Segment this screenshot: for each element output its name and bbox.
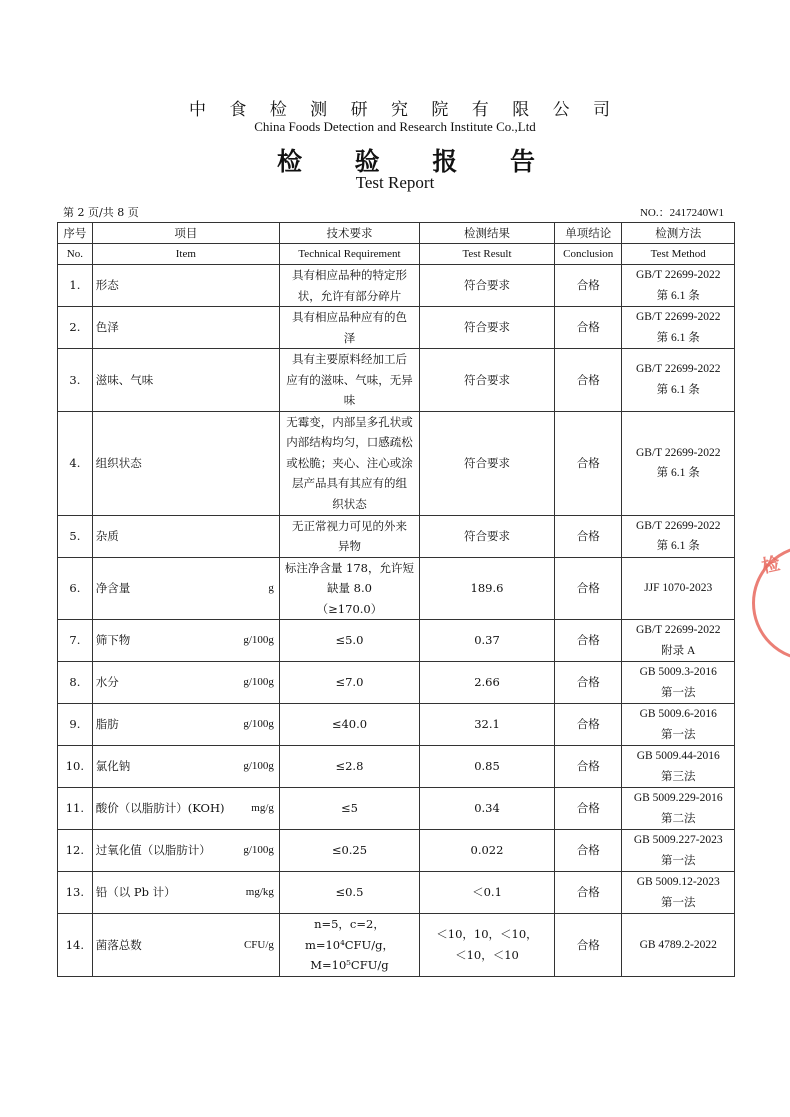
item-cell — [92, 265, 279, 307]
page-info: 第 2 页/共 8 页 — [63, 206, 139, 219]
requirement-line: 标注净含量 178，允许短 — [284, 560, 414, 575]
item-wrap — [96, 798, 276, 819]
requirement-line: 具有主要原料经加工后 — [291, 352, 407, 366]
method-cell — [622, 307, 735, 349]
result-line: 符合要求 — [463, 320, 510, 335]
item-name: 铅（以 Pb 计） — [95, 885, 176, 900]
requirement-line: ≤5 — [340, 801, 358, 816]
item-unit: CFU/g — [243, 938, 274, 951]
requirement-cell — [279, 349, 419, 412]
row-number: 2. — [58, 307, 93, 349]
conclusion-cell: 合格 — [554, 746, 621, 788]
row-number: 12. — [58, 830, 93, 872]
requirement-cell — [279, 307, 419, 349]
table-row — [58, 830, 735, 872]
item-wrap — [96, 370, 276, 391]
method-line: GB/T 22699-2022 — [636, 446, 721, 459]
row-number: 1. — [58, 265, 93, 307]
requirement-line: 味 — [343, 393, 356, 407]
result-cell — [420, 788, 555, 830]
result-cell — [420, 620, 555, 662]
method-line: 第 6.1 条 — [656, 467, 700, 479]
item-unit: mg/g — [251, 802, 274, 815]
row-number: 9. — [58, 704, 93, 746]
row-number: 5. — [58, 515, 93, 557]
result-cell — [420, 515, 555, 557]
table-row — [58, 746, 735, 788]
result-cell — [420, 662, 555, 704]
requirement-cell — [279, 265, 419, 307]
requirement-line: ≤2.8 — [335, 759, 364, 774]
conclusion-cell: 合格 — [554, 662, 621, 704]
header-item-en: Item — [92, 244, 279, 265]
requirement-line: 织状态 — [332, 496, 367, 511]
item-name: 酸价（以脂肪计）(KOH) — [95, 801, 225, 816]
method-line: GB 5009.44-2016 — [636, 750, 720, 762]
row-number: 14. — [58, 914, 93, 977]
item-cell — [92, 872, 279, 914]
method-line: 第 6.1 条 — [656, 289, 700, 302]
result-line: 0.34 — [474, 801, 500, 816]
method-cell — [622, 620, 735, 662]
item-unit: g/100g — [243, 634, 274, 647]
requirement-line: 泽 — [343, 330, 356, 345]
item-unit: g/100g — [243, 676, 274, 689]
method-line: GB 5009.227-2023 — [633, 834, 723, 846]
item-name: 过氧化值（以脂肪计） — [95, 843, 211, 858]
item-cell — [92, 411, 279, 515]
conclusion-cell: 合格 — [554, 872, 621, 914]
method-cell — [622, 265, 735, 307]
method-line: GB/T 22699-2022 — [636, 269, 721, 281]
header-result-en: Test Result — [420, 244, 555, 265]
header-conclusion-cn: 单项结论 — [554, 223, 621, 244]
item-name: 滋味、气味 — [95, 372, 154, 387]
result-cell — [420, 872, 555, 914]
requirement-cell — [279, 557, 419, 620]
requirement-cell — [279, 411, 419, 515]
row-number: 3. — [58, 349, 93, 412]
result-cell — [420, 557, 555, 620]
method-line: GB/T 22699-2022 — [636, 519, 721, 532]
method-cell — [622, 704, 735, 746]
result-cell — [420, 746, 555, 788]
method-line: 第一法 — [660, 728, 696, 741]
item-wrap — [96, 526, 276, 547]
requirement-line: 状，允许有部分碎片 — [297, 288, 402, 303]
item-wrap — [96, 882, 276, 903]
header-result-cn: 检测结果 — [420, 223, 555, 244]
item-cell — [92, 557, 279, 620]
method-line: GB/T 22699-2022 — [636, 363, 721, 376]
method-line: 附录 A — [661, 644, 696, 657]
result-line: 0.85 — [474, 759, 500, 774]
conclusion-cell: 合格 — [554, 557, 621, 620]
requirement-line: 无霉变，内部呈多孔状或 — [286, 414, 413, 429]
requirement-line: m=10⁴CFU/g， — [304, 937, 394, 952]
result-line: ＜0.1 — [472, 885, 502, 900]
result-line: 2.66 — [474, 675, 500, 690]
item-cell — [92, 515, 279, 557]
requirement-cell — [279, 746, 419, 788]
requirement-line: 层产品具有其应有的组 — [291, 476, 407, 491]
requirement-cell — [279, 788, 419, 830]
requirement-line: ≤7.0 — [335, 675, 364, 690]
requirement-line: ≤5.0 — [335, 633, 364, 648]
result-line: 189.6 — [470, 581, 504, 595]
table-row — [58, 872, 735, 914]
method-cell — [622, 830, 735, 872]
requirement-line: 或松脆；夹心、注心或涂 — [286, 455, 413, 470]
requirement-line: 内部结构均匀，口感疏松 — [286, 435, 413, 450]
company-name-en: China Foods Detection and Research Institute Co.,Ltd — [254, 119, 536, 134]
item-cell — [92, 704, 279, 746]
method-line: GB 5009.12-2023 — [636, 876, 720, 888]
conclusion-cell: 合格 — [554, 704, 621, 746]
result-line: 0.37 — [474, 633, 500, 648]
item-cell — [92, 620, 279, 662]
method-line: 第 6.1 条 — [656, 383, 700, 396]
table-row — [58, 557, 735, 620]
table-row — [58, 620, 735, 662]
requirement-line: n=5，c=2， — [314, 917, 385, 931]
row-number: 11. — [58, 788, 93, 830]
item-wrap — [96, 756, 276, 777]
method-line: 第三法 — [660, 770, 696, 783]
results-table — [57, 222, 735, 977]
header-req-cn: 技术要求 — [279, 223, 419, 244]
item-wrap — [96, 630, 276, 651]
result-cell — [420, 914, 555, 977]
item-wrap — [96, 840, 276, 861]
method-line: GB/T 22699-2022 — [636, 311, 721, 323]
table-body — [58, 265, 735, 977]
requirement-cell — [279, 620, 419, 662]
method-line: 第 6.1 条 — [656, 540, 700, 552]
method-line: 第一法 — [660, 854, 696, 867]
method-cell — [622, 788, 735, 830]
header-conclusion-en: Conclusion — [554, 244, 621, 265]
table-row — [58, 349, 735, 412]
result-line: 32.1 — [474, 717, 500, 732]
method-cell — [622, 662, 735, 704]
method-line: 第一法 — [660, 686, 696, 699]
requirement-line: 异物 — [337, 539, 361, 553]
item-wrap — [96, 317, 276, 338]
requirement-cell — [279, 830, 419, 872]
result-line: 符合要求 — [463, 372, 510, 387]
item-cell — [92, 662, 279, 704]
table-header — [58, 223, 735, 265]
method-cell — [622, 411, 735, 515]
result-cell — [420, 265, 555, 307]
header-method-en: Test Method — [622, 244, 735, 265]
row-number: 4. — [58, 411, 93, 515]
requirement-line: ≤0.25 — [331, 843, 368, 858]
item-cell — [92, 914, 279, 977]
requirement-cell — [279, 872, 419, 914]
requirement-line: ≤40.0 — [331, 717, 368, 732]
result-line: ＜10，＜10 — [455, 947, 519, 962]
item-unit: g/100g — [243, 844, 274, 857]
row-number: 13. — [58, 872, 93, 914]
table-row — [58, 307, 735, 349]
requirement-line: 应有的滋味、气味，无异 — [286, 372, 413, 387]
conclusion-cell: 合格 — [554, 620, 621, 662]
item-cell — [92, 746, 279, 788]
item-unit: g/100g — [243, 718, 274, 731]
item-wrap — [96, 275, 276, 296]
row-number: 8. — [58, 662, 93, 704]
table-row — [58, 411, 735, 515]
table-row — [58, 265, 735, 307]
report-number: NO.：2417240W1 — [639, 207, 724, 219]
item-unit: g/100g — [243, 760, 274, 773]
method-line: JJF 1070-2023 — [644, 582, 713, 594]
conclusion-cell: 合格 — [554, 788, 621, 830]
method-line: GB/T 22699-2022 — [636, 624, 721, 636]
requirement-line: （≥170.0） — [316, 601, 383, 616]
item-wrap — [96, 714, 276, 735]
conclusion-cell: 合格 — [554, 515, 621, 557]
table-row — [58, 914, 735, 977]
item-unit: g — [268, 582, 274, 594]
item-cell — [92, 349, 279, 412]
result-cell — [420, 307, 555, 349]
report-title-en: Test Report — [355, 173, 435, 192]
result-line: ＜10，10，＜10， — [436, 927, 538, 942]
item-name: 氯化钠 — [95, 759, 131, 774]
requirement-line: ≤0.5 — [335, 885, 364, 900]
requirement-line: 无正常视力可见的外来 — [291, 518, 407, 533]
item-wrap — [96, 453, 276, 474]
method-line: GB 4789.2-2022 — [639, 938, 717, 951]
header-no-cn: 序号 — [58, 223, 93, 244]
result-cell — [420, 349, 555, 412]
conclusion-cell: 合格 — [554, 411, 621, 515]
item-name: 净含量 — [95, 581, 131, 595]
result-cell — [420, 830, 555, 872]
item-name: 筛下物 — [95, 633, 131, 648]
requirement-cell — [279, 515, 419, 557]
item-name: 杂质 — [95, 528, 119, 543]
item-wrap — [96, 672, 276, 693]
result-cell — [420, 704, 555, 746]
result-line: 0.022 — [470, 843, 504, 858]
item-unit: mg/kg — [245, 886, 274, 899]
table-row — [58, 788, 735, 830]
item-name: 形态 — [95, 278, 119, 293]
row-number: 7. — [58, 620, 93, 662]
header-req-en: Technical Requirement — [279, 244, 419, 265]
method-line: GB 5009.3-2016 — [639, 666, 717, 678]
result-line: 符合要求 — [463, 278, 510, 293]
conclusion-cell: 合格 — [554, 830, 621, 872]
conclusion-cell: 合格 — [554, 307, 621, 349]
conclusion-cell: 合格 — [554, 265, 621, 307]
item-name: 色泽 — [95, 320, 119, 335]
requirement-line: M=10⁵CFU/g — [310, 958, 389, 972]
requirement-line: 具有相应品种应有的色 — [291, 310, 407, 324]
header-method-cn: 检测方法 — [622, 223, 735, 244]
table-row — [58, 662, 735, 704]
method-cell — [622, 872, 735, 914]
row-number: 10. — [58, 746, 93, 788]
item-wrap — [96, 578, 276, 599]
method-cell — [622, 349, 735, 412]
method-cell — [622, 515, 735, 557]
requirement-cell — [279, 914, 419, 977]
table-row — [58, 515, 735, 557]
table-row — [58, 704, 735, 746]
conclusion-cell: 合格 — [554, 914, 621, 977]
stamp-text: 检 — [759, 553, 782, 578]
item-name: 组织状态 — [95, 455, 142, 470]
header-item-cn: 项目 — [92, 223, 279, 244]
method-line: 第 6.1 条 — [656, 331, 700, 344]
requirement-cell — [279, 704, 419, 746]
item-name: 菌落总数 — [95, 937, 142, 952]
item-cell — [92, 788, 279, 830]
method-cell — [622, 914, 735, 977]
result-cell — [420, 411, 555, 515]
item-name: 脂肪 — [95, 717, 119, 732]
item-cell — [92, 830, 279, 872]
item-name: 水分 — [95, 675, 119, 690]
method-line: 第二法 — [660, 812, 696, 825]
method-line: 第一法 — [660, 896, 696, 909]
conclusion-cell: 合格 — [554, 349, 621, 412]
requirement-line: 具有相应品种的特定形 — [291, 268, 407, 282]
report-title-cn: 检 验 报 告 — [276, 147, 558, 176]
requirement-cell — [279, 662, 419, 704]
result-line: 符合要求 — [463, 528, 510, 543]
header-no-en: No. — [58, 244, 93, 265]
company-name-cn: 中 食 检 测 研 究 院 有 限 公 司 — [188, 100, 620, 120]
item-cell — [92, 307, 279, 349]
row-number: 6. — [58, 557, 93, 620]
method-line: GB 5009.229-2016 — [633, 792, 723, 804]
method-cell — [622, 557, 735, 620]
method-cell — [622, 746, 735, 788]
item-wrap — [96, 935, 276, 956]
requirement-line: 缺量 8.0 — [326, 581, 372, 595]
method-line: GB 5009.6-2016 — [639, 708, 717, 720]
result-line: 符合要求 — [463, 455, 510, 470]
